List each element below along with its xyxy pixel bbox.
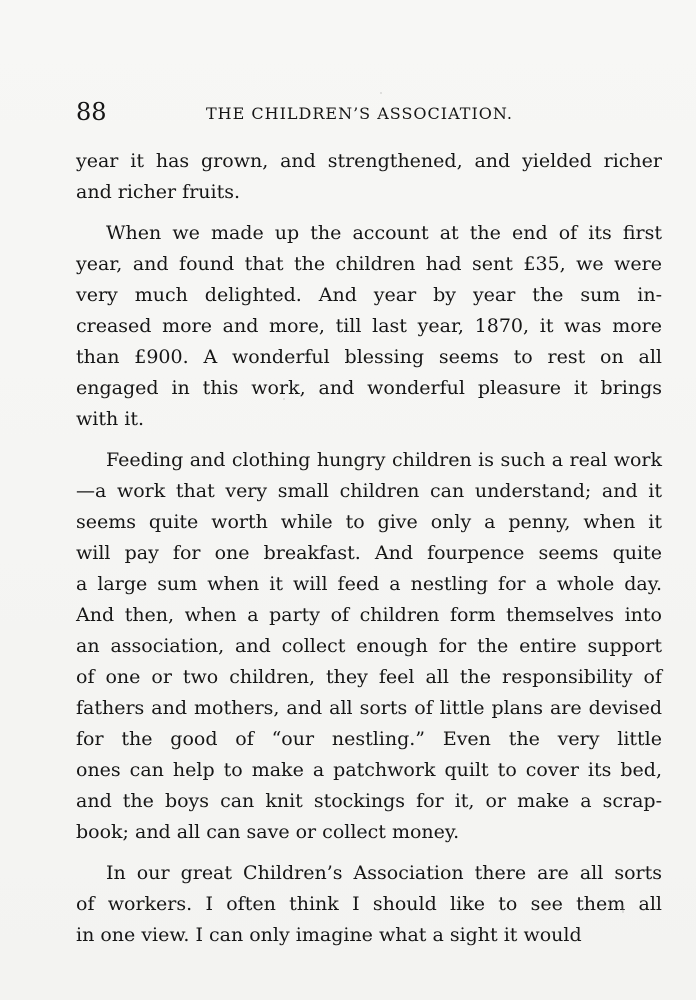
text-line: year it has grown, and strengthened, and yielded richer [76,150,662,172]
text-line: Feeding and clothing hungry children is such a real work [106,449,662,471]
text-line: than £900. A wonderful blessing seems to rest on all [76,346,662,368]
text-line: and richer fruits. [76,181,241,203]
text-line: In our great Children’s Association there are all sorts [106,862,662,884]
text-line: book; and all can save or collect money. [76,821,460,843]
text-line: seems quite worth while to give only a penny, when it [76,511,662,533]
text-line: in one view. I can only imagine what a sight it would [76,924,582,946]
text-line: for the good of “our nestling.” Even the very little [76,728,662,750]
text-line: —a work that very small children can understand; and it [76,480,662,502]
text-line: an association, and collect enough for the entire support [76,635,662,657]
running-head: THE CHILDREN’S ASSOCIATION. [206,104,513,123]
scan-mark [380,92,382,94]
text-line: engaged in this work, and wonderful pleasure it brings [76,377,662,399]
text-line: fathers and mothers, and all sorts of little plans are devised [76,697,662,719]
text-line: year, and found that the children had sent £35, we were [76,253,662,275]
text-line: When we made up the account at the end of its first [106,222,662,244]
text-line: very much delighted. And year by year the sum in- [76,284,662,306]
text-line: with it. [76,408,145,430]
page-header [76,100,661,130]
text-line: creased more and more, till last year, 1870, it was more [76,315,662,337]
scan-mark [283,398,285,400]
text-line: ones can help to make a patchwork quilt to cover its bed, [76,759,662,781]
text-line: of one or two children, they feel all the responsibility of [76,666,662,688]
text-line: will pay for one breakfast. And fourpence seems quite [76,542,662,564]
text-line: a large sum when it will feed a nestling for a whole day. [76,573,662,595]
page-number: 88 [76,98,107,126]
text-line: of workers. I often think I should like to see them all [76,893,662,915]
body-text [76,146,662,951]
scan-mark [622,905,624,913]
text-line: and the boys can knit stockings for it, or make a scrap- [76,790,662,812]
text-line: And then, when a party of children form themselves into [76,604,662,626]
